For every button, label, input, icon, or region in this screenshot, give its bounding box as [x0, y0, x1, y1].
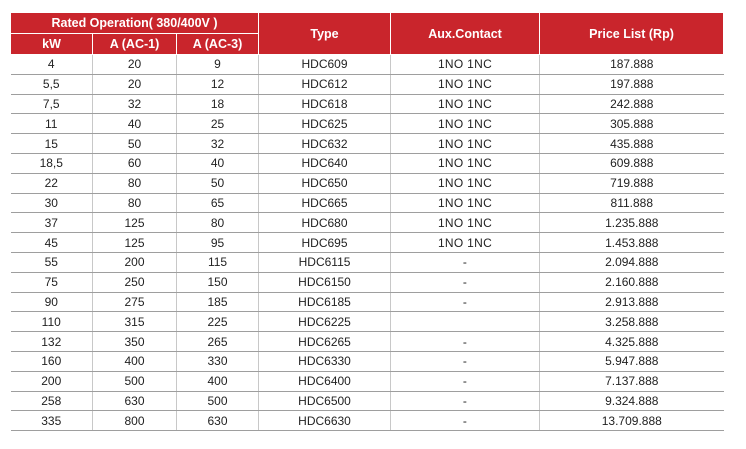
type-cell: HDC665 [259, 193, 391, 213]
price-cell: 2.160.888 [540, 272, 724, 292]
kw-cell: 30 [11, 193, 93, 213]
type-cell: HDC618 [259, 94, 391, 114]
ac1-cell: 400 [93, 351, 177, 371]
table-row [11, 213, 724, 233]
aux-contact-cell: - [391, 371, 540, 391]
type-cell: HDC6400 [259, 371, 391, 391]
kw-cell: 110 [11, 312, 93, 332]
type-cell: HDC6330 [259, 351, 391, 371]
table-row [11, 351, 724, 371]
aux-contact-cell: 1NO 1NC [391, 55, 540, 75]
table-row [11, 153, 724, 173]
type-cell: HDC6150 [259, 272, 391, 292]
table-row [11, 391, 724, 411]
price-cell: 305.888 [540, 114, 724, 134]
type-cell: HDC632 [259, 134, 391, 154]
type-cell: HDC680 [259, 213, 391, 233]
table-header [11, 13, 724, 55]
kw-cell: 90 [11, 292, 93, 312]
ac1-cell: 50 [93, 134, 177, 154]
ac1-cell: 20 [93, 74, 177, 94]
table-row [11, 173, 724, 193]
kw-cell: 4 [11, 55, 93, 75]
ac1-cell: 200 [93, 252, 177, 272]
type-cell: HDC6500 [259, 391, 391, 411]
kw-cell: 5,5 [11, 74, 93, 94]
table-row [11, 193, 724, 213]
type-cell: HDC650 [259, 173, 391, 193]
table-row [11, 55, 724, 75]
ac3-cell: 185 [177, 292, 259, 312]
price-cell: 609.888 [540, 153, 724, 173]
kw-cell: 15 [11, 134, 93, 154]
price-cell: 187.888 [540, 55, 724, 75]
table-row [11, 332, 724, 352]
ac3-cell: 225 [177, 312, 259, 332]
table-row [11, 94, 724, 114]
price-cell: 3.258.888 [540, 312, 724, 332]
kw-header: kW [11, 34, 93, 55]
kw-cell: 45 [11, 233, 93, 253]
type-cell: HDC6185 [259, 292, 391, 312]
ac1-cell: 800 [93, 411, 177, 431]
ac1-header: A (AC-1) [93, 34, 177, 55]
aux-contact-cell: - [391, 391, 540, 411]
table-row [11, 252, 724, 272]
ac1-cell: 80 [93, 173, 177, 193]
ac3-cell: 400 [177, 371, 259, 391]
kw-cell: 18,5 [11, 153, 93, 173]
kw-cell: 75 [11, 272, 93, 292]
ac1-cell: 40 [93, 114, 177, 134]
type-header: Type [259, 13, 391, 55]
ac1-cell: 350 [93, 332, 177, 352]
aux-contact-cell: 1NO 1NC [391, 213, 540, 233]
ac1-cell: 60 [93, 153, 177, 173]
table-row [11, 371, 724, 391]
ac3-cell: 65 [177, 193, 259, 213]
ac3-header: A (AC-3) [177, 34, 259, 55]
type-cell: HDC6265 [259, 332, 391, 352]
price-cell: 435.888 [540, 134, 724, 154]
ac1-cell: 20 [93, 55, 177, 75]
aux-contact-cell: - [391, 351, 540, 371]
aux-contact-cell [391, 312, 540, 332]
table-row [11, 312, 724, 332]
table-row [11, 233, 724, 253]
type-cell: HDC640 [259, 153, 391, 173]
aux-contact-cell: 1NO 1NC [391, 114, 540, 134]
price-cell: 5.947.888 [540, 351, 724, 371]
table-row [11, 411, 724, 431]
kw-cell: 160 [11, 351, 93, 371]
ac3-cell: 18 [177, 94, 259, 114]
price-cell: 13.709.888 [540, 411, 724, 431]
price-list-header: Price List (Rp) [540, 13, 724, 55]
table-body [11, 55, 724, 431]
ac3-cell: 50 [177, 173, 259, 193]
aux-contact-cell: - [391, 272, 540, 292]
price-cell: 9.324.888 [540, 391, 724, 411]
price-cell: 7.137.888 [540, 371, 724, 391]
kw-cell: 258 [11, 391, 93, 411]
aux-contact-header: Aux.Contact [391, 13, 540, 55]
type-cell: HDC612 [259, 74, 391, 94]
table-row [11, 134, 724, 154]
type-cell: HDC6630 [259, 411, 391, 431]
kw-cell: 335 [11, 411, 93, 431]
price-cell: 811.888 [540, 193, 724, 213]
ac3-cell: 32 [177, 134, 259, 154]
ac3-cell: 150 [177, 272, 259, 292]
price-cell: 4.325.888 [540, 332, 724, 352]
ac3-cell: 95 [177, 233, 259, 253]
ac1-cell: 250 [93, 272, 177, 292]
price-cell: 2.094.888 [540, 252, 724, 272]
ac1-cell: 80 [93, 193, 177, 213]
ac1-cell: 500 [93, 371, 177, 391]
aux-contact-cell: 1NO 1NC [391, 153, 540, 173]
table-row [11, 292, 724, 312]
aux-contact-cell: - [391, 332, 540, 352]
ac3-cell: 40 [177, 153, 259, 173]
ac3-cell: 630 [177, 411, 259, 431]
price-cell: 242.888 [540, 94, 724, 114]
ac1-cell: 32 [93, 94, 177, 114]
aux-contact-cell: 1NO 1NC [391, 74, 540, 94]
price-cell: 1.235.888 [540, 213, 724, 233]
ac3-cell: 12 [177, 74, 259, 94]
ac1-cell: 125 [93, 233, 177, 253]
ac1-cell: 315 [93, 312, 177, 332]
ac1-cell: 275 [93, 292, 177, 312]
ac3-cell: 265 [177, 332, 259, 352]
type-cell: HDC609 [259, 55, 391, 75]
ac3-cell: 115 [177, 252, 259, 272]
price-list-table [10, 12, 724, 431]
price-cell: 1.453.888 [540, 233, 724, 253]
aux-contact-cell: 1NO 1NC [391, 134, 540, 154]
ac3-cell: 330 [177, 351, 259, 371]
aux-contact-cell: - [391, 411, 540, 431]
ac1-cell: 630 [93, 391, 177, 411]
price-cell: 2.913.888 [540, 292, 724, 312]
ac1-cell: 125 [93, 213, 177, 233]
table-row [11, 114, 724, 134]
kw-cell: 22 [11, 173, 93, 193]
aux-contact-cell: 1NO 1NC [391, 193, 540, 213]
aux-contact-cell: 1NO 1NC [391, 233, 540, 253]
ac3-cell: 80 [177, 213, 259, 233]
aux-contact-cell: 1NO 1NC [391, 173, 540, 193]
ac3-cell: 9 [177, 55, 259, 75]
table-row [11, 74, 724, 94]
rated-operation-header: Rated Operation( 380/400V ) [11, 13, 259, 34]
kw-cell: 55 [11, 252, 93, 272]
aux-contact-cell: - [391, 292, 540, 312]
type-cell: HDC6115 [259, 252, 391, 272]
price-cell: 719.888 [540, 173, 724, 193]
aux-contact-cell: - [391, 252, 540, 272]
type-cell: HDC625 [259, 114, 391, 134]
type-cell: HDC695 [259, 233, 391, 253]
ac3-cell: 500 [177, 391, 259, 411]
kw-cell: 37 [11, 213, 93, 233]
type-cell: HDC6225 [259, 312, 391, 332]
table-row [11, 272, 724, 292]
price-cell: 197.888 [540, 74, 724, 94]
kw-cell: 11 [11, 114, 93, 134]
kw-cell: 7,5 [11, 94, 93, 114]
ac3-cell: 25 [177, 114, 259, 134]
kw-cell: 200 [11, 371, 93, 391]
aux-contact-cell: 1NO 1NC [391, 94, 540, 114]
kw-cell: 132 [11, 332, 93, 352]
